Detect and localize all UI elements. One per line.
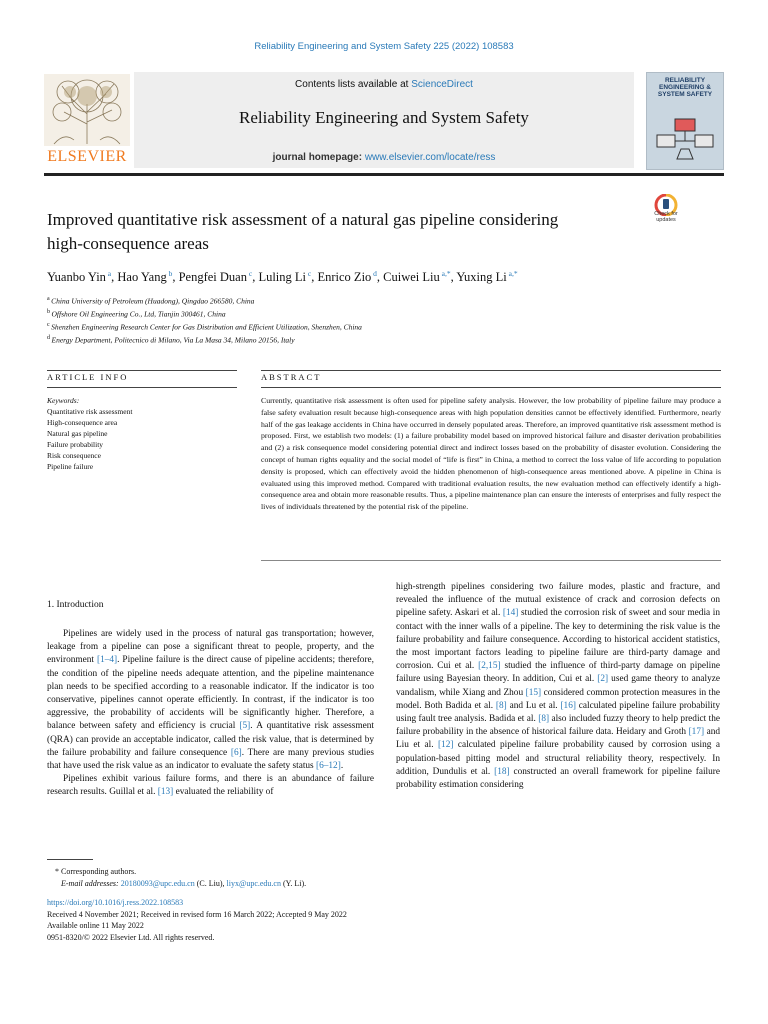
corresponding-author-note: * Corresponding authors. xyxy=(55,867,137,876)
citation-link[interactable]: [2,15] xyxy=(478,661,501,672)
affiliation-line: $^c$ Shenzhen Engineering Research Center for Gas Distribution and Efficient Utilization, Shenzhen, China xyxy=(47,322,362,332)
title-line-1: Improved quantitative risk assessment of a natural gas pipeline considering xyxy=(47,210,559,229)
citation-link[interactable]: [6] xyxy=(230,747,242,758)
citation-link[interactable]: [15] xyxy=(525,687,542,698)
homepage-link[interactable]: www.elsevier.com/locate/ress xyxy=(364,152,496,163)
affiliation-line: $^b$ Offshore Oil Engineering Co., Ltd, Tianjin 300461, China xyxy=(47,309,226,319)
keyword-item: Failure probability xyxy=(47,440,104,449)
abstract-heading: ABSTRACT xyxy=(261,372,322,382)
keyword-item: Quantitative risk assessment xyxy=(47,407,133,416)
corresponding-text: Corresponding authors. xyxy=(61,867,137,876)
body-column-right xyxy=(396,581,720,792)
affiliations xyxy=(47,294,737,346)
author-affiliation-marker[interactable]: a xyxy=(105,269,112,278)
doi-link[interactable]: https://doi.org/10.1016/j.ress.2022.108583 xyxy=(47,898,184,907)
citation-link[interactable]: [18] xyxy=(494,766,510,777)
email-note xyxy=(47,878,447,890)
article-title xyxy=(47,208,637,256)
author-name[interactable]: Yuanbo Yin xyxy=(47,270,106,285)
citation-link[interactable]: [13] xyxy=(157,787,174,798)
abstract-rule-end xyxy=(261,560,721,561)
email-label: E-mail addresses: xyxy=(61,879,119,888)
footnote-rule xyxy=(47,859,93,860)
journal-reference[interactable]: Reliability Engineering and System Safety 225 (2022) 108583 xyxy=(254,41,514,52)
keyword-item: High-consequence area xyxy=(47,418,118,427)
citation-link[interactable]: [8] xyxy=(538,714,550,725)
keyword-item: Risk consequence xyxy=(47,451,101,460)
contents-line xyxy=(134,79,634,90)
elsevier-tree-icon xyxy=(44,74,130,146)
citation-link[interactable]: [16] xyxy=(560,700,576,711)
cover-title: RELIABILITY ENGINEERING & SYSTEM SAFETY xyxy=(657,77,713,98)
author-name[interactable]: Cuiwei Liu xyxy=(383,270,440,285)
copyright: 0951-8320/© 2022 Elsevier Ltd. All rights reserved. xyxy=(47,932,215,942)
abstract-rule-bottom xyxy=(261,387,721,388)
footnotes xyxy=(47,866,447,890)
citation-link[interactable]: [14] xyxy=(502,608,519,619)
author-name[interactable]: Luling Li xyxy=(258,270,307,285)
keywords-list xyxy=(47,406,237,472)
author-affiliation-marker[interactable]: a,* xyxy=(439,269,451,278)
cover-illustration-icon xyxy=(653,113,717,163)
article-info-rule-top xyxy=(47,370,237,371)
section-heading-introduction: 1. Introduction xyxy=(47,600,104,610)
author-list: Yuanbo Yin $^a$, Hao Yang $^b$, Pengfei Duan $^c$, Luling Li $^c$, Enrico Zio $^d$, Cuiwei Liu $^{a,*}$, Yuxing Li $^{a,*}$ xyxy=(47,269,518,285)
journal-cover-image[interactable] xyxy=(646,72,724,170)
citation-link[interactable]: [8] xyxy=(495,700,507,711)
author-name[interactable]: Enrico Zio xyxy=(317,270,372,285)
citation-link[interactable]: [1–4] xyxy=(96,655,118,666)
email-name-li: (Y. Li). xyxy=(282,879,307,888)
article-info-heading: ARTICLE INFO xyxy=(47,372,129,382)
keyword-item: Natural gas pipeline xyxy=(47,429,108,438)
journal-homepage xyxy=(134,152,634,163)
elsevier-wordmark: ELSEVIER xyxy=(47,148,127,165)
citation-link[interactable]: [12] xyxy=(437,740,454,751)
article-info-rule-bottom xyxy=(47,387,237,388)
body-column-left xyxy=(47,628,374,800)
keywords-label: Keywords: xyxy=(47,396,80,405)
citation-link[interactable]: [17] xyxy=(688,727,705,738)
author-name[interactable]: Yuxing Li xyxy=(456,270,507,285)
author-name[interactable]: Hao Yang xyxy=(117,270,167,285)
citation-link[interactable]: [5] xyxy=(239,721,251,732)
affiliation-line: $^d$ Energy Department, Politecnico di Milano, Via La Masa 34, Milano 20156, Italy xyxy=(47,335,295,345)
author-affiliation-marker[interactable]: b xyxy=(166,269,173,278)
journal-title[interactable]: Reliability Engineering and System Safety xyxy=(239,108,529,127)
paragraph: Pipelines exhibit various failure forms, and there is an abundance of failure research results. Guillal et al. [13] evaluated the reliability of xyxy=(47,774,374,798)
author-affiliation-marker[interactable]: c xyxy=(306,269,312,278)
sciencedirect-link[interactable]: ScienceDirect xyxy=(411,79,473,90)
email-link-liu[interactable]: 20180093@upc.edu.cn xyxy=(120,879,195,888)
available-online: Available online 11 May 2022 xyxy=(47,921,144,930)
contents-prefix: Contents lists available at xyxy=(295,79,409,90)
author-name[interactable]: Pengfei Duan xyxy=(178,270,247,285)
author-affiliation-marker[interactable]: d xyxy=(371,269,377,278)
citation-link[interactable]: [2] xyxy=(597,674,609,685)
paragraph: high-strength pipelines considering two failure modes, plastic and fracture, and revealed the influence of the mutual existence of crack and corrosion defects on pipeline safety. Askari et al. [14] studied the corrosion risk of sweet and sour media in contact with the inner walls of a pipeline. The key to determining the risk value is the failure probability and failure consequence. According to historical accident statistics, the most important factors leading to pipeline failure are third-party damage and corrosion. Cui et al. [2,15] studied the influence of third-party damage on pipeline failure using Bayesian theory. In addition, Cui et al. [2] used game theory to analyze vandalism, while Xiang and Zhou [15] considered common protection measures in the model. Both Badida et al. [8] and Lu et al. [16] calculated pipeline failure probability using fault tree analysis. Badida et al. [8] also included fuzzy theory to help predict the failure probability in the absence of historical failure data. Heidary and Groth [17] and Liu et al. [12] calculated pipeline failure probability caused by corrosion using a population-based pitting model and structural reliability theory, respectively. In addition, Dundulis et al. [18] constructed an overall framework for pipeline failure probability estimation considering xyxy=(396,582,721,791)
keyword-item: Pipeline failure xyxy=(47,462,94,471)
citation-link[interactable]: [6–12] xyxy=(316,761,341,772)
check-updates-label: Check for updates xyxy=(654,211,678,223)
author-affiliation-marker[interactable]: a,* xyxy=(506,269,518,278)
email-link-li[interactable]: liyx@upc.edu.cn xyxy=(226,879,281,888)
header-divider xyxy=(44,173,724,176)
author-affiliation-marker[interactable]: c xyxy=(246,269,253,278)
email-name-liu: (C. Liu), xyxy=(196,879,225,888)
received-dates: Received 4 November 2021; Received in revised form 16 March 2022; Accepted 9 May 2022 xyxy=(47,909,347,919)
abstract-rule-top xyxy=(261,370,721,371)
homepage-label: journal homepage: xyxy=(272,152,363,163)
publication-info xyxy=(47,897,547,943)
affiliation-line: $^a$ China University of Petroleum (Huadong), Qingdao 266580, China xyxy=(47,296,255,306)
paragraph: Pipelines are widely used in the process of natural gas transportation; however, leakage from a pipeline can pose a significant threat to people, property, and the environment [1–4]. Pipeline failure is the direct cause of pipeline accidents; therefore, the condition of the pipeline needs adequate attention, and the pipeline maintenance plan needs to be specified according to a reasonable indicator. If the indicator is too conservative, pipelines cannot operate efficiently. In contrast, if the indicator is too aggressive, the probability of accidents will be significantly higher. Therefore, a balance between safety and efficiency is crucial [5]. A quantitative risk assessment (QRA) can provide an acceptable indicator, called the risk value, that is determined by the failure probability and failure consequence [6]. There are many previous studies that have used the risk value as an indicator to evaluate the safety status [6–12]. xyxy=(47,629,374,772)
title-line-2: high-consequence areas xyxy=(47,234,209,253)
abstract-text: Currently, quantitative risk assessment is often used for pipeline safety analysis. However, the low probability of pipeline failure may produce a false safety evaluation result because high-consequence areas with high population densities cannot be effectively identified. Furthermore, nearly half of the gas leakage accidents in China have occurred in densely populated areas. Therefore, an improved quantitative risk assessment method is proposed. First, we establish two models: (1) a failure probability model based on improved historical failure and disaster derivation probabilities and (2) a risk consequence model considering potential direct and indirect losses based on the probability of disaster evolution. Considering the concept of human rights equality and the social model of “life is first” in China, a method to correct the loss value of life according to population density is proposed, which can effectively avoid the hidden phenomenon of high-consequence areas mentioned above. A pipeline in China is evaluated using this improved method. Compared with traditional evaluation results, the new evaluation method can effectively identify a high-consequence area and obtain more reasonable results. Thus, a pipeline maintenance plan can ensure the interests of enterprises and fully respect the lives of individuals threatened by the potential risk of the pipeline. xyxy=(261,396,721,512)
